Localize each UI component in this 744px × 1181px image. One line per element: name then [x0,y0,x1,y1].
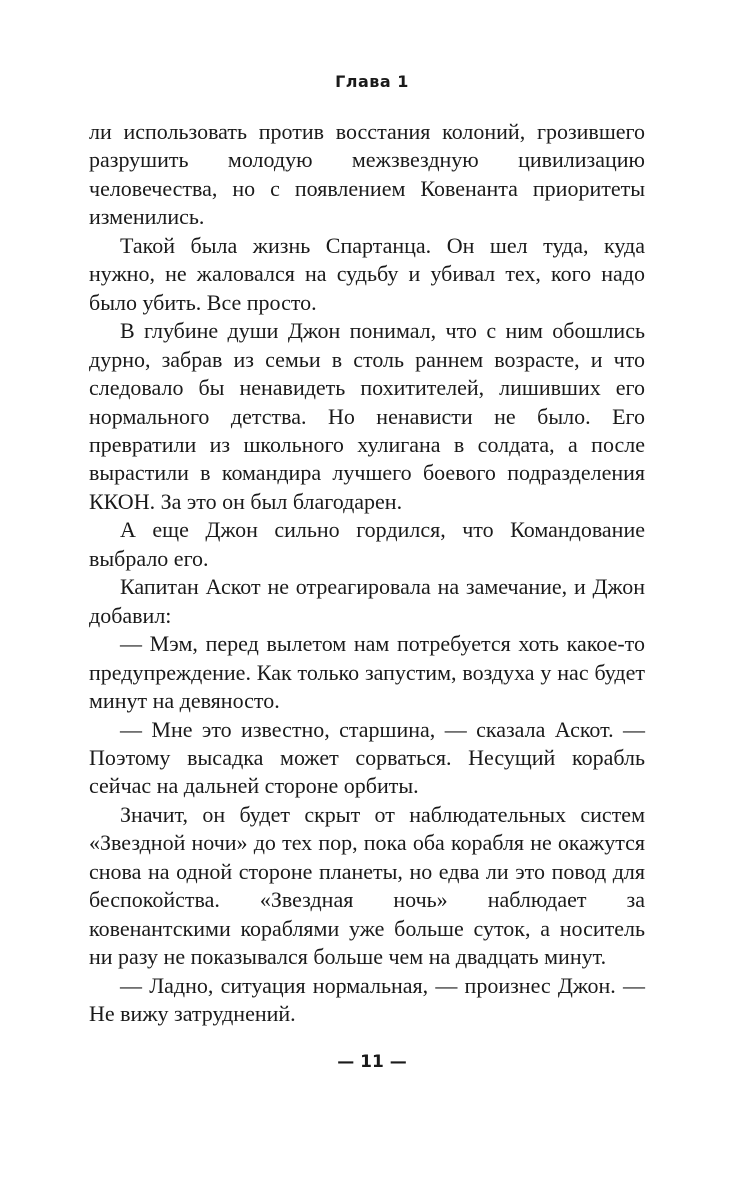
page-number: — 11 — [337,1052,407,1072]
paragraph: В глубине души Джон понимал, что с ним обошлись дурно, забрав из семьи в столь раннем возрасте, и что следовало бы ненавидеть похитителей, лишивших его нормального детства. Но ненависти не было. Его превратили из школьного хулигана в солдата, а после вырастили в командира лучшего боевого подразделения ККОН. За это он был благодарен. [89,318,645,514]
paragraph: — Мне это известно, старшина, — сказала Аскот. — Поэтому высадка может сорваться. Несущий корабль сейчас на дальней стороне орбиты. [89,716,645,799]
body-text [89,118,645,1029]
paragraph: Значит, он будет скрыт от наблюдательных систем «Звездной ночи» до тех пор, пока оба корабля не окажутся снова на одной стороне планеты, но едва ли это повод для беспокойства. «Звездная ночь» наблюдает за ковенантскими кораблями уже больше суток, а носитель ни разу не показывался больше чем на двадцать минут. [89,801,645,970]
paragraph: ли использовать против восстания колоний, грозившего разрушить молодую межзвездную цивилизацию человечества, но с появлением Ковенанта приоритеты изменились. [89,119,645,230]
paragraph: — Мэм, перед вылетом нам потребуется хоть какое-то предупреждение. Как только запустим, воздуха у нас будет минут на девяносто. [89,631,645,714]
paragraph: А еще Джон сильно гордился, что Командование выбрало его. [89,517,645,571]
paragraph: Капитан Аскот не отреагировала на замечание, и Джон добавил: [89,574,645,628]
paragraph: — Ладно, ситуация нормальная, — произнес Джон. — Не вижу затруднений. [89,972,645,1027]
paragraph: Такой была жизнь Спартанца. Он шел туда, куда нужно, не жаловался на судьбу и убивал тех, кого надо было убить. Все просто. [89,232,645,315]
chapter-heading: Глава 1 [335,72,409,91]
